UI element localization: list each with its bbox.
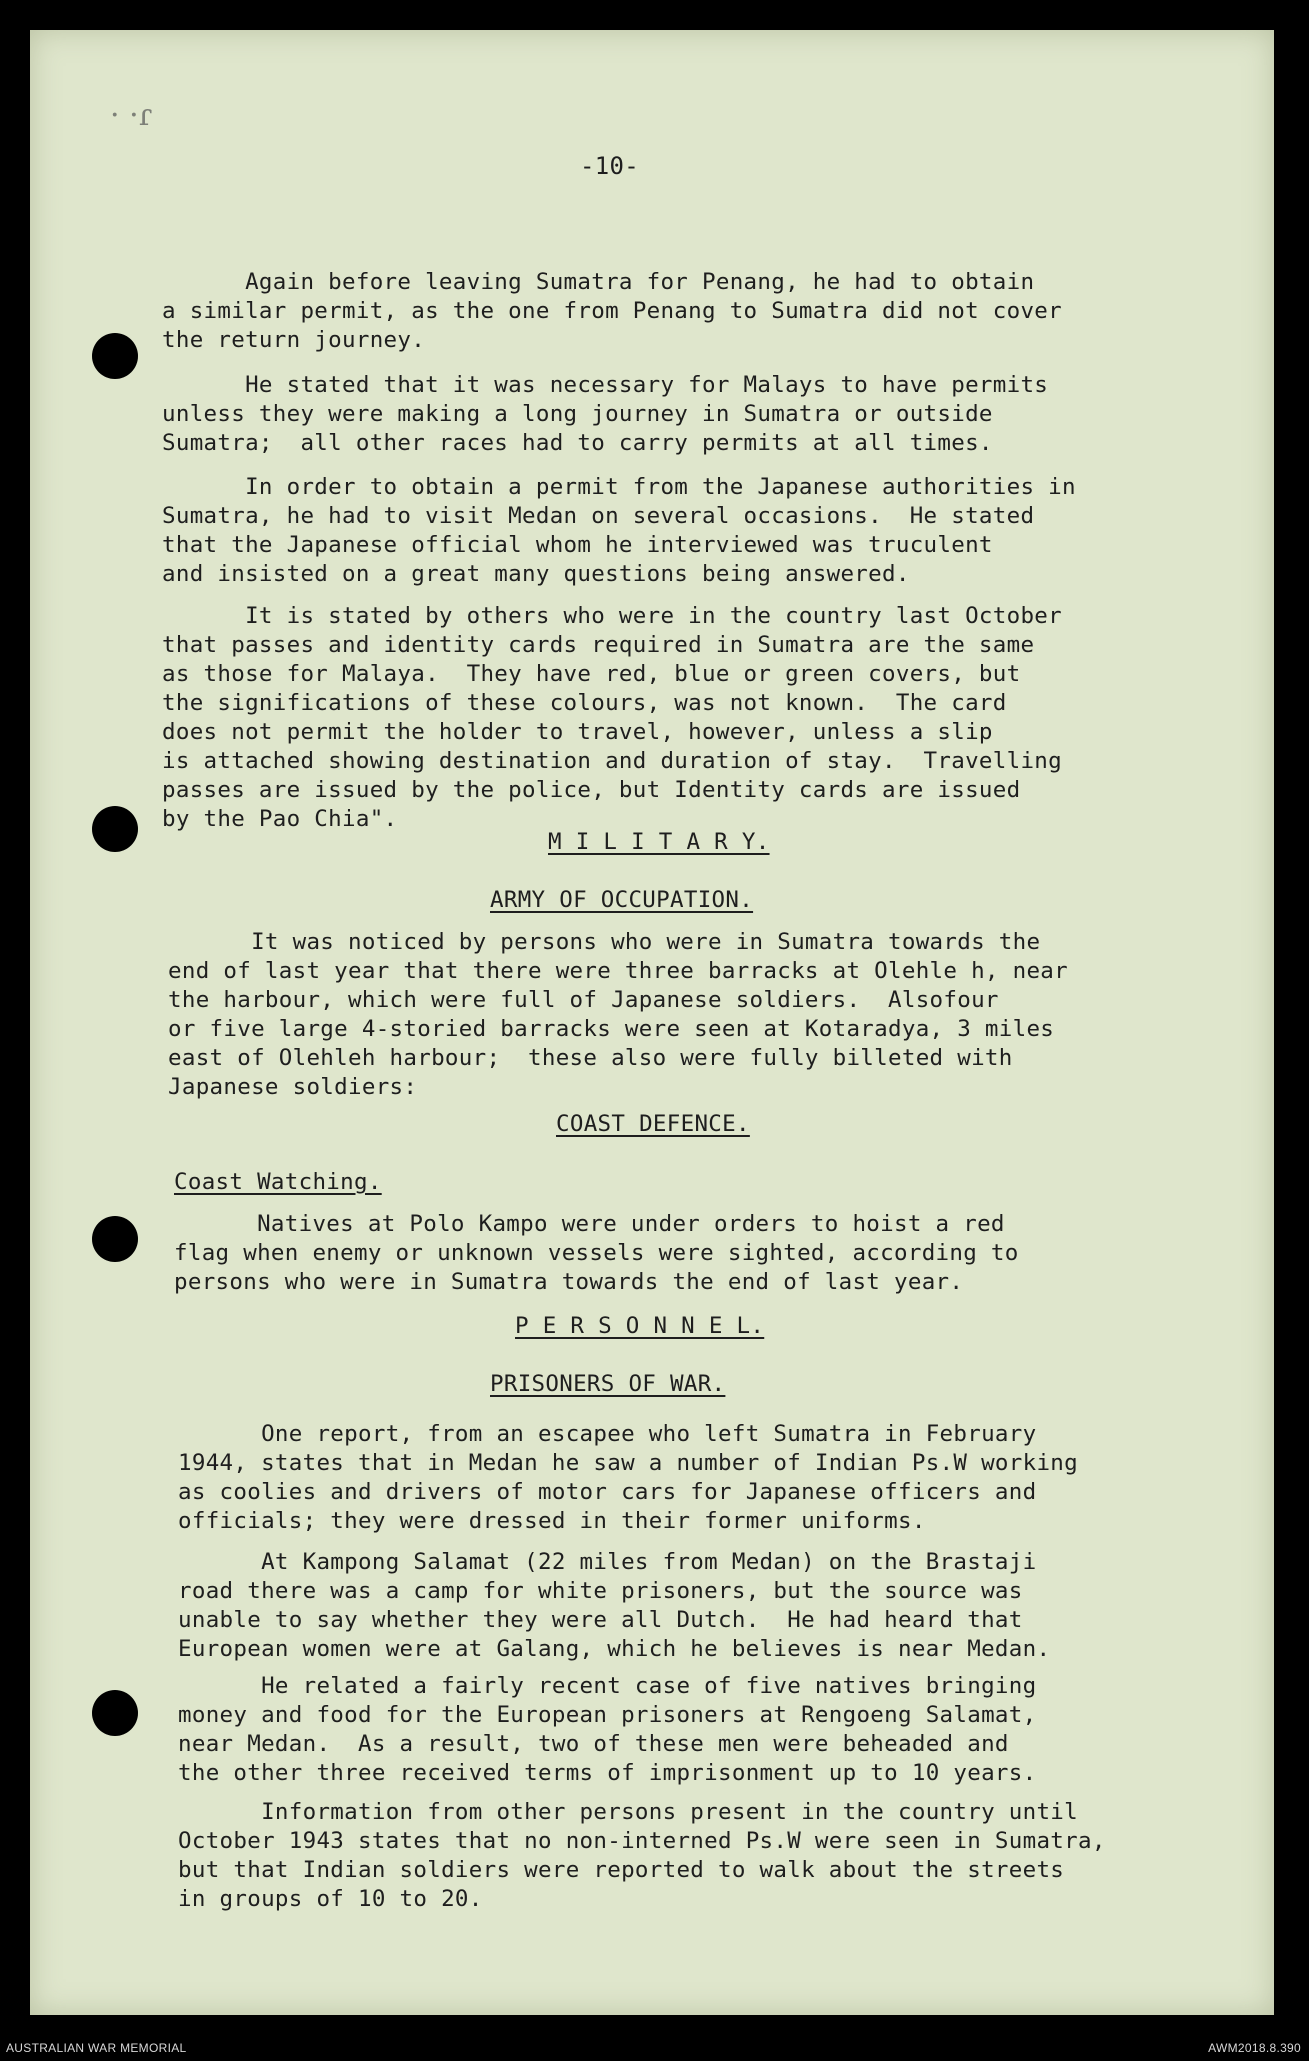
paragraph: In order to obtain a permit from the Japanese authorities in Sumatra, he had to visit Medan on several occasions. He stated that the Japanese official whom he interviewed was truculent and insisted on a great many questions being answered.: [162, 474, 1076, 587]
paragraph: One report, from an escapee who left Sumatra in February 1944, states that in Medan he saw a number of Indian Ps.W working as coolies and drivers of motor cars for Japanese officers and officials; they were dressed in their former uniforms.: [178, 1421, 1078, 1534]
paragraph: He stated that it was necessary for Malays to have permits unless they were making a long journey in Sumatra or outside Sumatra; all other races had to carry permits at all times.: [162, 372, 1049, 456]
paragraph: It was noticed by persons who were in Sumatra towards the end of last year that there were three barracks at Olehle h, near the harbour, which were full of Japanese soldiers. Alsofour or five large 4-storied barracks were seen at Kotaradya, 3 miles east of Olehleh harbour; these also were fully billeted with Japanese soldiers:: [168, 929, 1068, 1100]
paragraph: Information from other persons present in the country until October 1943 states that no non-interned Ps.W were seen in Sumatra, but that Indian soldiers were reported to walk about the streets in groups of 10 to 20.: [178, 1799, 1106, 1912]
subsection-heading: ARMY OF OCCUPATION.: [490, 887, 754, 913]
paragraph: At Kampong Salamat (22 miles from Medan) on the Brastaji road there was a camp for white prisoners, but the source was unable to say whether they were all Dutch. He had heard that European women were at Galang, which he believes is near Medan.: [178, 1549, 1051, 1662]
subsection-heading: PRISONERS OF WAR.: [490, 1371, 726, 1397]
punch-hole: [92, 333, 138, 379]
page-number: -10-: [580, 152, 639, 180]
section-heading: P E R S O N N E L.: [515, 1313, 765, 1339]
paragraph: He related a fairly recent case of five natives bringing money and food for the European prisoners at Rengoeng Salamat, near Medan. As a result, two of these men were beheaded and the other three received terms of imprisonment up to 10 years.: [178, 1673, 1037, 1786]
punch-hole: [92, 1690, 138, 1736]
archive-reference: AWM2018.8.390: [1208, 2041, 1301, 2055]
punch-hole: [92, 1216, 138, 1262]
paragraph: Again before leaving Sumatra for Penang, he had to obtain a similar permit, as the one from Penang to Sumatra did not cover the return journey.: [162, 269, 1062, 353]
archive-credit: AUSTRALIAN WAR MEMORIAL: [6, 2041, 187, 2055]
subsection-heading: COAST DEFENCE.: [556, 1111, 750, 1137]
paragraph: It is stated by others who were in the country last October that passes and identity cards required in Sumatra are the same as those for Malaya. They have red, blue or green covers, but the significations of these colours, was not known. The card does not permit the holder to travel, however, unless a slip is attached showing destination and duration of stay. Travelling passes are issued by the police, but Identity cards are issued by the Pao Chia".: [162, 603, 1062, 832]
ink-smudge: · ·ɾ: [110, 98, 153, 133]
section-heading: M I L I T A R Y.: [548, 829, 770, 855]
paragraph: Natives at Polo Kampo were under orders to hoist a red flag when enemy or unknown vessels were sighted, according to persons who were in Sumatra towards the end of last year.: [174, 1211, 1019, 1295]
minor-heading: Coast Watching.: [174, 1169, 382, 1195]
punch-hole: [92, 806, 138, 852]
document-page: [30, 30, 1274, 2015]
